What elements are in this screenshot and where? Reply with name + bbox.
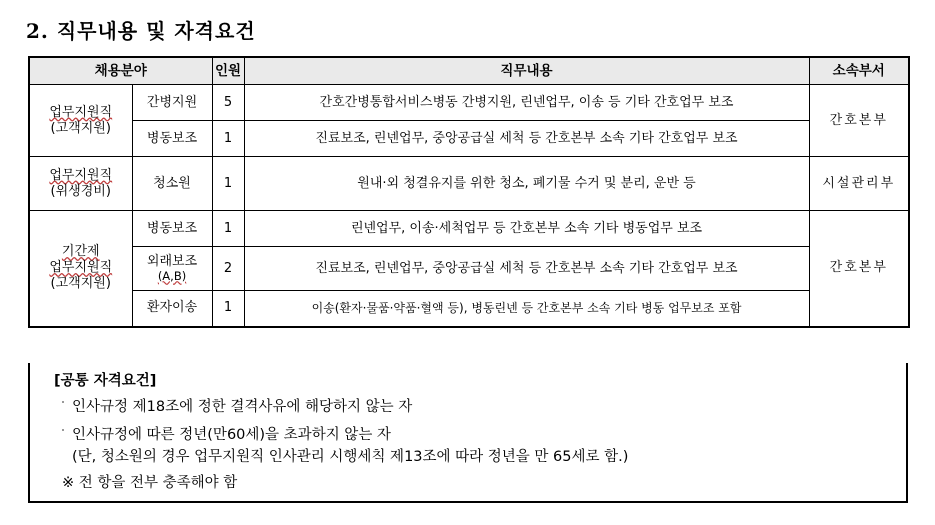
requirements-box bbox=[28, 363, 908, 503]
position-cell: 환자이송 bbox=[132, 291, 212, 327]
field-sub: (고객지원) bbox=[50, 276, 111, 292]
header-department: 소속부서 bbox=[809, 57, 909, 85]
field-prefix: 기간제 bbox=[61, 244, 100, 260]
duty-cell: 진료보조, 린넨업무, 중앙공급실 세척 등 간호본부 소속 기타 간호업무 보조 bbox=[244, 121, 809, 157]
requirement-text: 인사규정 제18조에 정한 결격사유에 해당하지 않는 자 bbox=[72, 399, 413, 415]
position-cell: 청소원 bbox=[132, 157, 212, 211]
table-row bbox=[29, 85, 909, 121]
field-sub: (위생경비) bbox=[50, 183, 111, 199]
table-header-row bbox=[29, 57, 909, 85]
count-cell: 2 bbox=[212, 247, 244, 291]
field-sub: (고객지원) bbox=[50, 120, 111, 136]
requirement-item bbox=[72, 395, 412, 416]
department-cell: 시설관리부 bbox=[809, 157, 909, 211]
duty-cell: 이송(환자·물품·약품·혈액 등), 병동린넨 등 간호본부 소속 기타 병동 업무보조 포함 bbox=[244, 291, 809, 327]
count-cell: 1 bbox=[212, 291, 244, 327]
table-row bbox=[29, 291, 909, 327]
duty-cell: 원내·외 청결유지를 위한 청소, 폐기물 수거 및 분리, 운반 등 bbox=[244, 157, 809, 211]
requirement-footnote: ※ 전 항을 전부 충족해야 함 bbox=[62, 475, 238, 491]
requirements-heading: [공통 자격요건] bbox=[54, 373, 157, 389]
field-name: 업무지원직 bbox=[49, 167, 113, 183]
count-cell: 1 bbox=[212, 157, 244, 211]
requirement-note: (단, 청소원의 경우 업무지원직 인사관리 시행세칙 제13조에 따라 정년을 만 65세로 함.) bbox=[72, 449, 629, 465]
position-cell: 간병지원 bbox=[132, 85, 212, 121]
position-cell bbox=[132, 247, 212, 291]
section-title: 2. 직무내용 및 자격요건 bbox=[26, 19, 256, 43]
table-row bbox=[29, 247, 909, 291]
department-cell: 간호본부 bbox=[809, 211, 909, 327]
requirement-text: 인사규정에 따른 정년(만60세)을 초과하지 않는 자 bbox=[72, 427, 391, 443]
bullet-icon bbox=[62, 401, 64, 403]
field-name: 업무지원직 bbox=[49, 104, 113, 120]
table-row bbox=[29, 157, 909, 211]
position-sub: (A,B) bbox=[157, 268, 187, 283]
field-name: 업무지원직 bbox=[49, 260, 113, 276]
position-cell: 병동보조 bbox=[132, 121, 212, 157]
position-cell: 병동보조 bbox=[132, 211, 212, 247]
count-cell: 5 bbox=[212, 85, 244, 121]
department-cell: 간호본부 bbox=[809, 85, 909, 157]
header-count: 인원 bbox=[212, 57, 244, 85]
duty-cell: 린넨업무, 이송·세척업무 등 간호본부 소속 기타 병동업무 보조 bbox=[244, 211, 809, 247]
count-cell: 1 bbox=[212, 121, 244, 157]
duty-cell: 진료보조, 린넨업무, 중앙공급실 세척 등 간호본부 소속 기타 간호업무 보조 bbox=[244, 247, 809, 291]
table-row bbox=[29, 211, 909, 247]
bullet-icon bbox=[62, 429, 64, 431]
count-cell: 1 bbox=[212, 211, 244, 247]
duty-cell: 간호간병통합서비스병동 간병지원, 린넨업무, 이송 등 기타 간호업무 보조 bbox=[244, 85, 809, 121]
field-cell bbox=[29, 157, 132, 211]
position-name: 외래보조 bbox=[146, 253, 198, 269]
requirement-item bbox=[72, 423, 391, 444]
job-table bbox=[28, 56, 910, 328]
header-field: 채용분야 bbox=[29, 57, 212, 85]
header-duty: 직무내용 bbox=[244, 57, 809, 85]
table-row bbox=[29, 121, 909, 157]
field-cell bbox=[29, 211, 132, 327]
field-cell bbox=[29, 85, 132, 157]
